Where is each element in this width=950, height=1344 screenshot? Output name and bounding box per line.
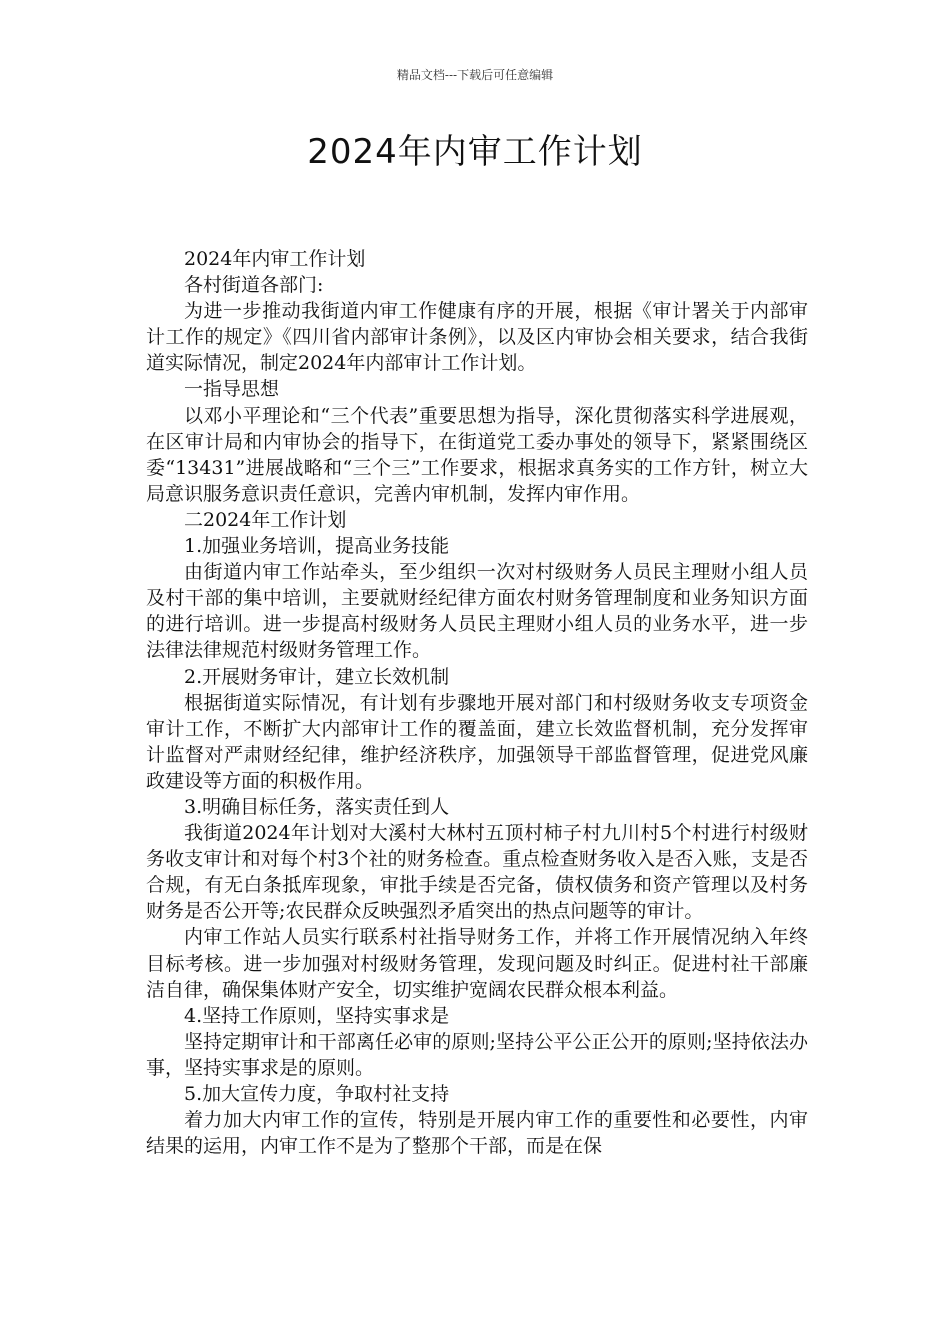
item-heading-4: 4.坚持工作原则，坚持实事求是 (184, 1004, 450, 1027)
paragraph-subtitle: 2024年内审工作计划 (184, 248, 366, 270)
item-body-3: 我街道2024年计划对大溪村大林村五顶村柿子村九川村5个村进行村级财务收支审计和对每个村3个社的财务检查。重点检查财务收入是否入账，支是否合规，有无白条抵库现象，审批手续是否完备，债权债务和资产管理以及村务财务是否公开等;农民群众反映强烈矛盾突出的热点问题等的审计。 (146, 822, 808, 923)
document-title: 2024年内审工作计划 (307, 132, 643, 172)
item-body-1: 由街道内审工作站牵头，至少组织一次对村级财务人员民主理财小组人员及村干部的集中培训，主要就财经纪律方面农村财务管理制度和业务知识方面的进行培训。进一步提高村级财务人员民主理财小组人员的业务水平，进一步法律法律规范村级财务管理工作。 (146, 561, 808, 662)
item-body-4: 坚持定期审计和干部离任必审的原则;坚持公平公正公开的原则;坚持依法办事，坚持实事求是的原则。 (146, 1030, 808, 1079)
item-heading-2: 2.开展财务审计，建立长效机制 (184, 665, 450, 688)
item-heading-3: 3.明确目标任务，落实责任到人 (184, 795, 450, 818)
paragraph-guiding-thought: 以邓小平理论和“三个代表”重要思想为指导，深化贯彻落实科学进展观，在区审计局和内审协会的指导下，在街道党工委办事处的领导下，紧紧围绕区委“13431”进展战略和“三个三”工作要求，根据求真务实的工作方针，树立大局意识服务意识责任意识，完善内审机制，发挥内审作用。 (146, 404, 808, 505)
item-heading-5: 5.加大宣传力度，争取村社支持 (184, 1083, 450, 1105)
item-body-3-continued: 内审工作站人员实行联系村社指导财务工作，并将工作开展情况纳入年终目标考核。进一步加强对村级财务管理，发现问题及时纠正。促进村社干部廉洁自律，确保集体财产安全，切实维护宽阔农民群众根本利益。 (146, 926, 808, 1001)
document-body (146, 246, 808, 1159)
section-heading-work-plan: 二2024年工作计划 (184, 508, 347, 531)
item-heading-1: 1.加强业务培训，提高业务技能 (184, 535, 450, 558)
item-body-2: 根据街道实际情况，有计划有步骤地开展对部门和村级财务收支专项资金审计工作，不断扩大内部审计工作的覆盖面，建立长效监督机制，充分发挥审计监督对严肃财经纪律，维护经济秩序，加强领导干部监督管理，促进党风廉政建设等方面的积极作用。 (146, 691, 808, 792)
paragraph-salutation: 各村街道各部门: (184, 274, 324, 297)
item-body-5: 着力加大内审工作的宣传，特别是开展内审工作的重要性和必要性，内审结果的运用，内审工作不是为了整那个干部，而是在保 (146, 1109, 808, 1158)
page-header-note: 精品文档---下载后可任意编辑 (396, 68, 554, 82)
section-heading-guiding-thought: 一指导思想 (184, 378, 280, 401)
paragraph-intro: 为进一步推动我街道内审工作健康有序的开展，根据《审计署关于内部审计工作的规定》《四川省内部审计条例》，以及区内审协会相关要求，结合我街道实际情况，制定2024年内部审计工作计划。 (146, 300, 808, 375)
